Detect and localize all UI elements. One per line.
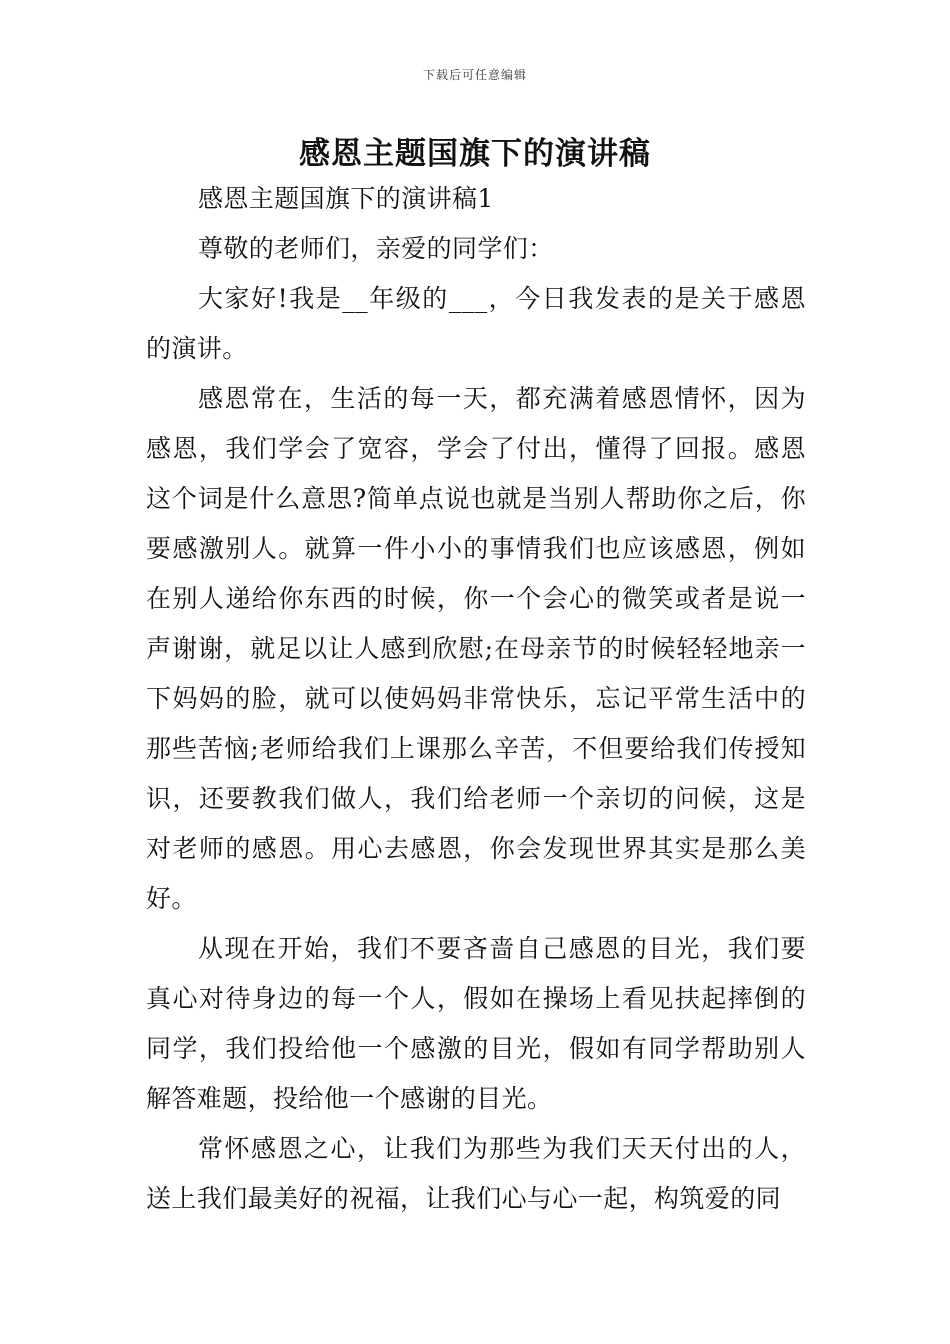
paragraph-body: 从现在开始，我们不要吝啬自己感恩的目光，我们要真心对待身边的每一个人，假如在操场上看见扶起摔倒的同学，我们投给他一个感激的目光，假如有同学帮助别人解答难题，投给他一个感谢的目光。	[146, 934, 806, 1113]
paragraph-body: 常怀感恩之心，让我们为那些为我们天天付出的人，送上我们最美好的祝福，让我们心与心一起，构筑爱的同	[146, 1134, 806, 1213]
salutation: 尊敬的老师们，亲爱的同学们：	[198, 234, 554, 263]
document-title: 感恩主题国旗下的演讲稿	[299, 136, 651, 172]
paragraph-greeting: 大家好!我是__年级的___，今日我发表的是关于感恩的演讲。	[146, 284, 806, 363]
paragraph-body: 感恩常在，生活的每一天，都充满着感恩情怀，因为感恩，我们学会了宽容，学会了付出，懂得了回报。感恩这个词是什么意思?简单点说也就是当别人帮助你之后，你要感激别人。就算一件小小的事情我们也应该感恩，例如在别人递给你东西的时候，你一个会心的微笑或者是说一声谢谢，就足以让人感到欣慰;在母亲节的时候轻轻地亲一下妈妈的脸，就可以使妈妈非常快乐，忘记平常生活中的那些苦恼;老师给我们上课那么辛苦，不但要给我们传授知识，还要教我们做人，我们给老师一个亲切的问候，这是对老师的感恩。用心去感恩，你会发现世界其实是那么美好。	[146, 384, 806, 913]
header-note: 下载后可任意编辑	[422, 68, 527, 82]
section-heading: 感恩主题国旗下的演讲稿1	[198, 184, 494, 213]
document-body	[146, 174, 806, 1224]
